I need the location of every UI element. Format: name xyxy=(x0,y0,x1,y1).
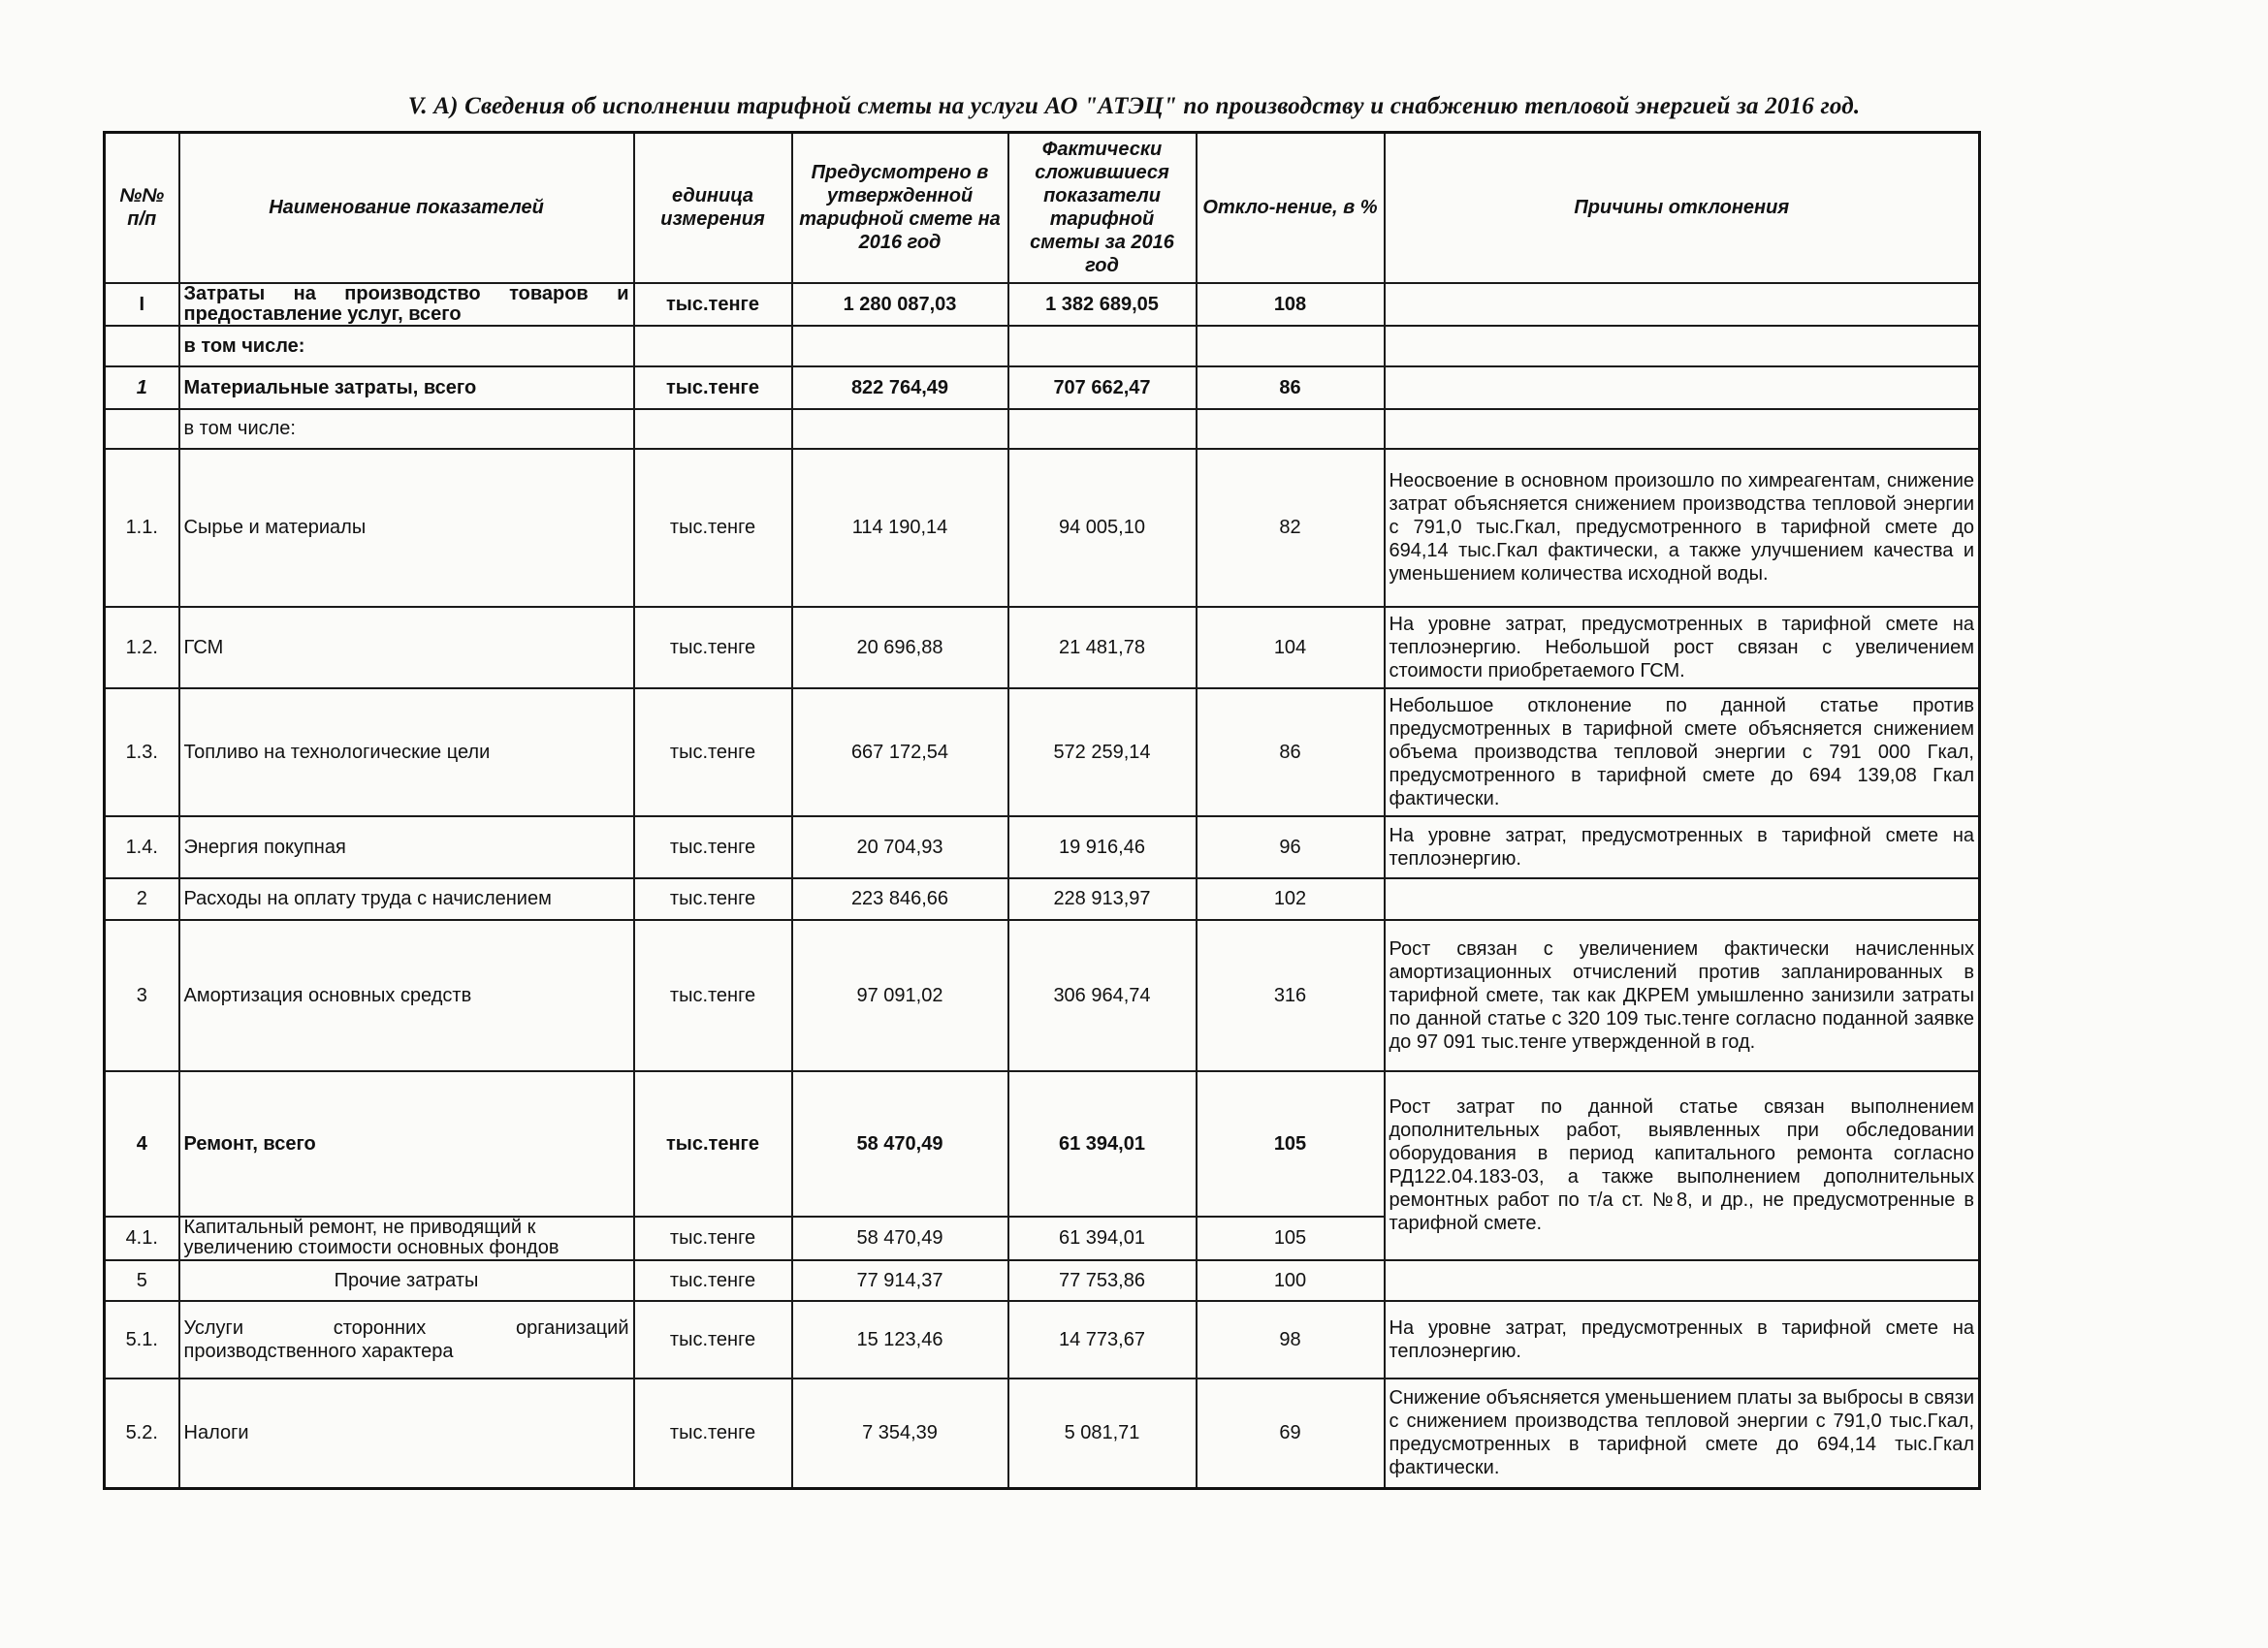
row-actual: 21 481,78 xyxy=(1008,607,1197,688)
row-num: I xyxy=(105,283,179,326)
row-deviation: 100 xyxy=(1197,1260,1385,1301)
row-name: Капитальный ремонт, не приводящий к увеличению стоимости основных фондов xyxy=(179,1217,634,1260)
row-reason: Рост затрат по данной статье связан выполнением дополнительных работ, выявленных при обследовании оборудования в период капитального ремонта согласно РД122.04.183-03, а также выполнением дополнительных ремонтных работ по т/а ст. №8, и др., не предусмотренные в тарифной смете. xyxy=(1385,1071,1980,1260)
table-row xyxy=(105,283,1980,326)
row-reason xyxy=(1385,326,1980,366)
header-name: Наименование показателей xyxy=(179,133,634,283)
row-unit: тыс.тенге xyxy=(634,816,792,878)
row-planned: 58 470,49 xyxy=(792,1071,1008,1217)
row-unit: тыс.тенге xyxy=(634,1379,792,1489)
table-row xyxy=(105,878,1980,920)
table-row xyxy=(105,1071,1980,1217)
header-unit: единица измерения xyxy=(634,133,792,283)
row-num: 2 xyxy=(105,878,179,920)
row-num: 1 xyxy=(105,366,179,409)
row-num: 1.3. xyxy=(105,688,179,816)
row-reason xyxy=(1385,1260,1980,1301)
table-row xyxy=(105,1260,1980,1301)
row-deviation: 69 xyxy=(1197,1379,1385,1489)
row-name: в том числе: xyxy=(179,409,634,449)
row-deviation: 105 xyxy=(1197,1071,1385,1217)
row-unit xyxy=(634,409,792,449)
row-deviation: 108 xyxy=(1197,283,1385,326)
table-row xyxy=(105,409,1980,449)
row-unit: тыс.тенге xyxy=(634,688,792,816)
table-row xyxy=(105,366,1980,409)
row-actual: 77 753,86 xyxy=(1008,1260,1197,1301)
row-deviation: 96 xyxy=(1197,816,1385,878)
row-reason xyxy=(1385,283,1980,326)
header-reasons: Причины отклонения xyxy=(1385,133,1980,283)
row-actual: 14 773,67 xyxy=(1008,1301,1197,1379)
row-unit: тыс.тенге xyxy=(634,1301,792,1379)
row-name: в том числе: xyxy=(179,326,634,366)
table-row xyxy=(105,816,1980,878)
row-actual: 707 662,47 xyxy=(1008,366,1197,409)
row-unit: тыс.тенге xyxy=(634,283,792,326)
row-planned: 97 091,02 xyxy=(792,920,1008,1071)
row-actual: 572 259,14 xyxy=(1008,688,1197,816)
row-name: Энергия покупная xyxy=(179,816,634,878)
row-unit xyxy=(634,326,792,366)
row-actual xyxy=(1008,409,1197,449)
tariff-execution-table xyxy=(103,131,1981,1490)
header-row xyxy=(105,133,1980,283)
row-reason: Рост связан с увеличением фактически начисленных амортизационных отчислений против запланированных в тарифной смете, так как ДКРЕМ умышленно занизили затраты по данной статье с 320 109 тыс.тенге согласно поданной заявке до 97 091 тыс.тенге утвержденной в год. xyxy=(1385,920,1980,1071)
row-deviation: 104 xyxy=(1197,607,1385,688)
row-unit: тыс.тенге xyxy=(634,449,792,607)
header-num: №№ п/п xyxy=(105,133,179,283)
row-name: Амортизация основных средств xyxy=(179,920,634,1071)
row-actual: 19 916,46 xyxy=(1008,816,1197,878)
row-num: 1.2. xyxy=(105,607,179,688)
row-reason: На уровне затрат, предусмотренных в тарифной смете на теплоэнергию. Небольшой рост связан с увеличением стоимости приобретаемого ГСМ. xyxy=(1385,607,1980,688)
row-reason: Небольшое отклонение по данной статье против предусмотренных в тарифной смете объясняется снижением объема производства тепловой энергии с 791 000 Гкал, предусмотренного в тарифной смете до 694 139,08 Гкал фактически. xyxy=(1385,688,1980,816)
row-reason: Снижение объясняется уменьшением платы за выбросы в связи с снижением производства тепловой энергии с 791,0 тыс.Гкал, предусмотренных в тарифной смете до 694,14 тыс.Гкал фактически. xyxy=(1385,1379,1980,1489)
row-deviation: 82 xyxy=(1197,449,1385,607)
header-actual: Фактически сложившиеся показатели тарифной сметы за 2016 год xyxy=(1008,133,1197,283)
row-num: 4.1. xyxy=(105,1217,179,1260)
row-num: 5 xyxy=(105,1260,179,1301)
row-actual xyxy=(1008,326,1197,366)
row-planned: 114 190,14 xyxy=(792,449,1008,607)
row-deviation: 86 xyxy=(1197,688,1385,816)
row-planned: 1 280 087,03 xyxy=(792,283,1008,326)
row-planned: 822 764,49 xyxy=(792,366,1008,409)
table-row xyxy=(105,920,1980,1071)
row-name: Затраты на производство товаров и предоставление услуг, всего xyxy=(179,283,634,326)
row-reason: На уровне затрат, предусмотренных в тарифной смете на теплоэнергию. xyxy=(1385,1301,1980,1379)
row-reason xyxy=(1385,878,1980,920)
row-reason xyxy=(1385,409,1980,449)
row-actual: 61 394,01 xyxy=(1008,1217,1197,1260)
row-num: 5.1. xyxy=(105,1301,179,1379)
row-num: 3 xyxy=(105,920,179,1071)
header-deviation: Откло-нение, в % xyxy=(1197,133,1385,283)
row-planned: 7 354,39 xyxy=(792,1379,1008,1489)
table-row xyxy=(105,607,1980,688)
row-reason xyxy=(1385,366,1980,409)
row-deviation: 105 xyxy=(1197,1217,1385,1260)
row-name: ГСМ xyxy=(179,607,634,688)
row-name: Материальные затраты, всего xyxy=(179,366,634,409)
document-title: V. А) Сведения об исполнении тарифной сметы на услуги АО "АТЭЦ" по производству и снабжению тепловой энергией за 2016 год. xyxy=(407,93,1861,119)
row-actual: 5 081,71 xyxy=(1008,1379,1197,1489)
row-unit: тыс.тенге xyxy=(634,607,792,688)
row-planned: 15 123,46 xyxy=(792,1301,1008,1379)
row-unit: тыс.тенге xyxy=(634,1071,792,1217)
row-name: Прочие затраты xyxy=(179,1260,634,1301)
row-num xyxy=(105,326,179,366)
row-name: Услуги сторонних организаций производственного характера xyxy=(179,1301,634,1379)
table-row xyxy=(105,326,1980,366)
row-name: Ремонт, всего xyxy=(179,1071,634,1217)
row-deviation xyxy=(1197,409,1385,449)
row-planned: 58 470,49 xyxy=(792,1217,1008,1260)
row-name: Расходы на оплату труда с начислением xyxy=(179,878,634,920)
row-deviation: 316 xyxy=(1197,920,1385,1071)
row-deviation xyxy=(1197,326,1385,366)
table-row xyxy=(105,688,1980,816)
row-unit: тыс.тенге xyxy=(634,366,792,409)
row-name: Налоги xyxy=(179,1379,634,1489)
row-reason: Неосвоение в основном произошло по химреагентам, снижение затрат объясняется снижением производства тепловой энергии с 791,0 тыс.Гкал, предусмотренного в тарифной смете до 694,14 тыс.Гкал фактически, а также улучшением качества и уменьшением количества исходной воды. xyxy=(1385,449,1980,607)
table-row xyxy=(105,1301,1980,1379)
row-planned: 77 914,37 xyxy=(792,1260,1008,1301)
row-actual: 306 964,74 xyxy=(1008,920,1197,1071)
row-name: Топливо на технологические цели xyxy=(179,688,634,816)
row-planned xyxy=(792,326,1008,366)
row-actual: 94 005,10 xyxy=(1008,449,1197,607)
table-row xyxy=(105,1379,1980,1489)
table-row xyxy=(105,449,1980,607)
row-unit: тыс.тенге xyxy=(634,920,792,1071)
row-planned: 20 696,88 xyxy=(792,607,1008,688)
row-num: 5.2. xyxy=(105,1379,179,1489)
header-planned: Предусмотрено в утвержденной тарифной смете на 2016 год xyxy=(792,133,1008,283)
row-deviation: 102 xyxy=(1197,878,1385,920)
row-num: 1.1. xyxy=(105,449,179,607)
row-reason: На уровне затрат, предусмотренных в тарифной смете на теплоэнергию. xyxy=(1385,816,1980,878)
row-name: Сырье и материалы xyxy=(179,449,634,607)
row-num: 4 xyxy=(105,1071,179,1217)
row-deviation: 98 xyxy=(1197,1301,1385,1379)
row-actual: 61 394,01 xyxy=(1008,1071,1197,1217)
row-planned: 20 704,93 xyxy=(792,816,1008,878)
row-unit: тыс.тенге xyxy=(634,1217,792,1260)
row-planned: 667 172,54 xyxy=(792,688,1008,816)
row-actual: 228 913,97 xyxy=(1008,878,1197,920)
row-num xyxy=(105,409,179,449)
row-unit: тыс.тенге xyxy=(634,878,792,920)
row-num: 1.4. xyxy=(105,816,179,878)
row-planned xyxy=(792,409,1008,449)
row-actual: 1 382 689,05 xyxy=(1008,283,1197,326)
row-deviation: 86 xyxy=(1197,366,1385,409)
row-planned: 223 846,66 xyxy=(792,878,1008,920)
row-unit: тыс.тенге xyxy=(634,1260,792,1301)
